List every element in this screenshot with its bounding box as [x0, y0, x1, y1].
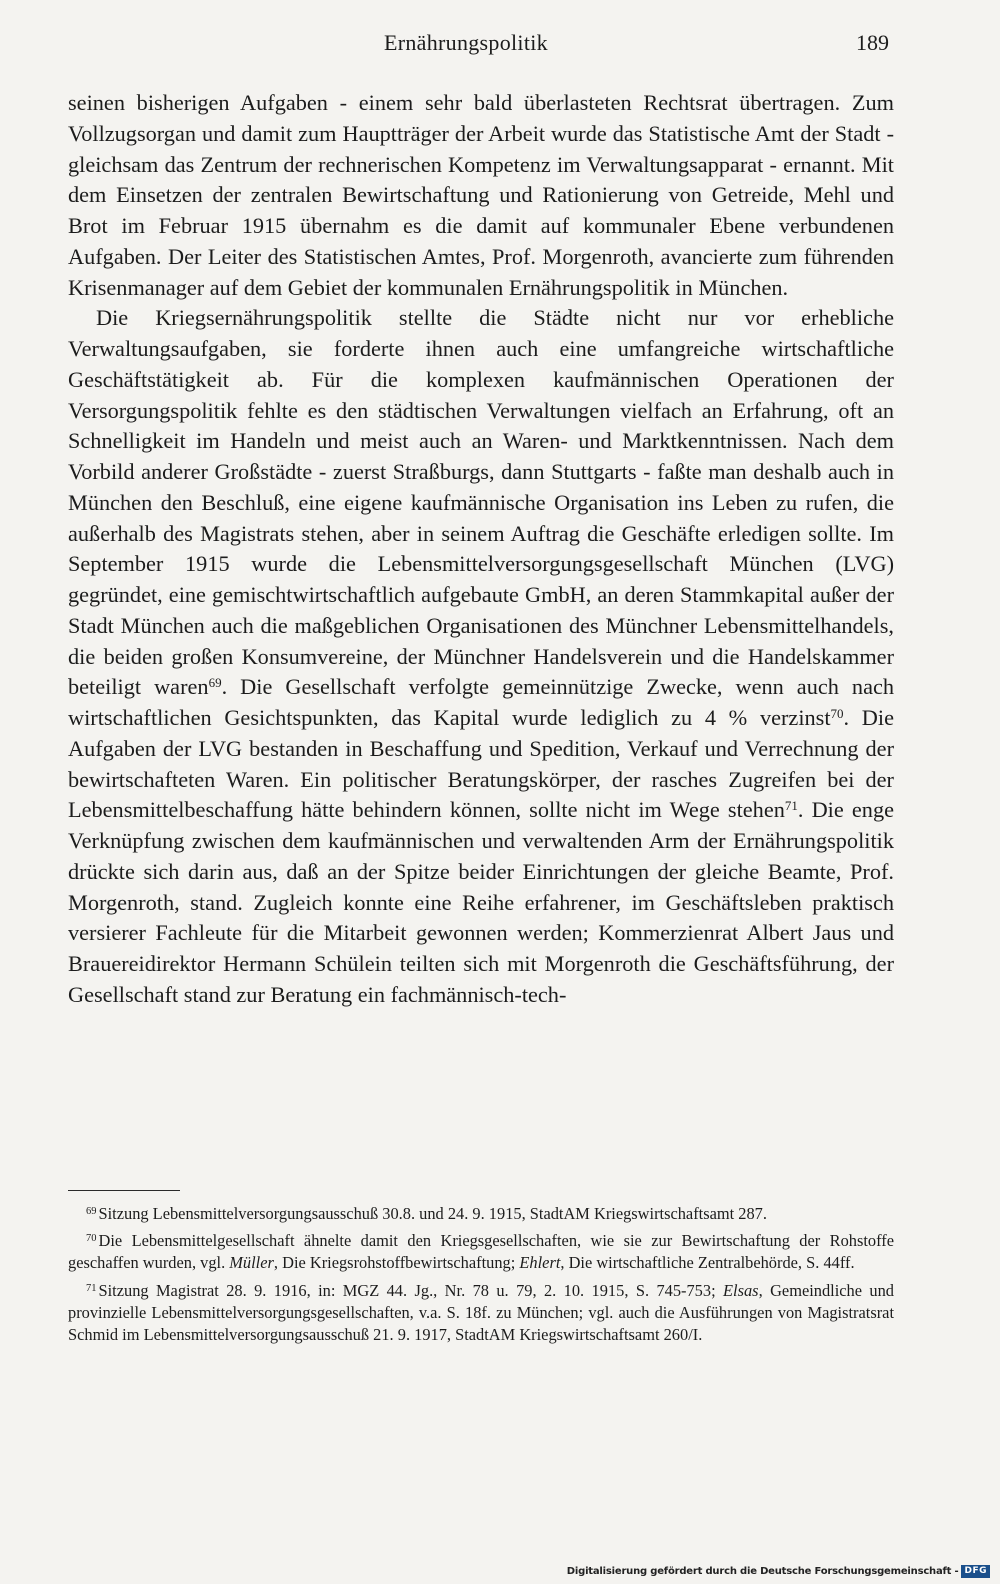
author-name: Elsas: [723, 1280, 759, 1300]
footnote-text: Sitzung Magistrat 28. 9. 1916, in: MGZ 44. Jg., Nr. 78 u. 79, 2. 10. 1915, S. 745-753;: [98, 1280, 724, 1300]
paragraph-2-part-d: . Die enge Verknüpfung zwischen dem kaufmännischen und verwaltenden Arm der Ernährungspolitik drückte sich darin aus, daß an der Spitze beider Einrichtungen der gleiche Beamte, Prof. Morgenroth, stand. Zugleich konnte eine Reihe erfahrener, im Geschäftsleben praktisch versierer Fachleute für die Mitarbeit gewonnen werden; Kommerzienrat Albert Jaus und Brauereidirektor Hermann Schülein teilten sich mit Morgenroth die Geschäftsführung, der Gesellschaft stand zur Beratung ein fachmännisch-tech-: [68, 797, 894, 1007]
footnote-separator: [68, 1190, 180, 1191]
paragraph-2-part-a: Die Kriegsernährungspolitik stellte die Städte nicht nur vor erhebliche Verwaltungsaufgaben, sie forderte ihnen auch eine umfangreiche wirtschaftliche Geschäftstätigkeit ab. Für die komplexen kaufmännischen Operationen der Versorgungspolitik fehlte es den städtischen Verwaltungen vielfach an Erfahrung, oft an Schnelligkeit im Handeln und meist auch an Waren- und Marktkenntnissen. Nach dem Vorbild anderer Großstädte - zuerst Straßburgs, dann Stuttgarts - faßte man deshalb auch in München den Beschluß, eine eigene kaufmännische Organisation ins Leben zu rufen, die außerhalb des Magistrats stehen, aber in seinem Auftrag die Geschäfte erledigen sollte. Im September 1915 wurde die Lebensmittelversorgungsgesellschaft München (LVG) gegründet, eine gemischtwirtschaftlich aufgebaute GmbH, an deren Stammkapital außer der Stadt München auch die maßgeblichen Organisationen des Münchner Lebensmittelhandels, die beiden großen Konsumvereine, der Münchner Handelsverein und die Handelskammer beteiligt waren: [68, 305, 894, 700]
funding-notice: Digitalisierung gefördert durch die Deutsche Forschungsgemeinschaft -: [566, 1566, 959, 1577]
author-name: Müller: [229, 1253, 274, 1273]
main-text: [68, 88, 894, 1011]
footnote-text: Die Lebensmittelgesellschaft ähnelte damit den Kriegsgesellschaften, wie sie zur Bewirtschaftung der Rohstoffe geschaffen wurden, vgl.: [68, 1231, 894, 1273]
footnote-ref-71[interactable]: 71: [784, 798, 798, 814]
footnote-number: 70: [86, 1233, 97, 1245]
paragraph-2-part-c: . Die Aufgaben der LVG bestanden in Beschaffung und Spedition, Verkauf und Verrechnung der bewirtschafteten Waren. Ein politischer Beratungskörper, der rasches Zugreifen bei der Lebensmittelbeschaffung hätte behindern können, sollte nicht im Wege stehen: [68, 705, 894, 823]
dfg-logo: DFG: [961, 1565, 990, 1578]
footnote-69: [68, 1203, 894, 1225]
page-number: 189: [856, 30, 889, 55]
footnote-text: , Die Kriegsrohstoffbewirtschaftung;: [273, 1253, 520, 1273]
paragraph-1: seinen bisherigen Aufgaben - einem sehr bald überlasteten Rechtsrat übertragen. Zum Vollzugsorgan und damit zum Hauptträger der Arbeit wurde das Statistische Amt der Stadt - gleichsam das Zentrum der rechnerischen Kompetenz im Verwaltungsapparat - ernannt. Mit dem Einsetzen der zentralen Bewirtschaftung und Rationierung von Getreide, Mehl und Brot im Februar 1915 übernahm es die damit auf kommunaler Ebene verbundenen Aufgaben. Der Leiter des Statistischen Amtes, Prof. Morgenroth, avancierte zum führenden Krisenmanager auf dem Gebiet der kommunalen Ernährungspolitik in München.: [68, 90, 894, 300]
footnote-ref-69[interactable]: 69: [208, 675, 222, 691]
footnote-ref-70[interactable]: 70: [830, 706, 844, 721]
paragraph-2: [68, 303, 894, 1010]
footnote-number: 71: [86, 1282, 97, 1294]
author-name: Ehlert: [519, 1253, 561, 1273]
footnote-number: 69: [86, 1206, 97, 1217]
footnote-text: , Gemeindliche und provinzielle Lebensmittelversorgungsgesellschaften, v.a. S. 18f. zu München; vgl. auch die Ausführungen von Magistratsrat Schmid im Lebensmittelversorgungsausschuß 21. 9. 1917, StadtAM Kriegswirtschaftsamt 260/I.: [68, 1280, 895, 1345]
footnotes: [68, 1203, 894, 1346]
paragraph-2-part-b: . Die Gesellschaft verfolgte gemeinnützige Zwecke, wenn auch nach wirtschaftlichen Gesichtspunkten, das Kapital wurde lediglich zu 4 % verzinst: [68, 674, 895, 730]
footnote-70: [68, 1230, 894, 1274]
footnote-71: [68, 1280, 894, 1347]
digitization-footer: [567, 1565, 990, 1578]
running-title: Ernährungspolitik: [384, 30, 548, 55]
page-header: [0, 30, 1000, 60]
footnote-text: , Die wirtschaftliche Zentralbehörde, S. 44ff.: [560, 1253, 855, 1273]
footnote-text: Sitzung Lebensmittelversorgungsausschuß 30.8. und 24. 9. 1915, StadtAM Kriegswirtschaftsamt 287.: [98, 1204, 767, 1223]
